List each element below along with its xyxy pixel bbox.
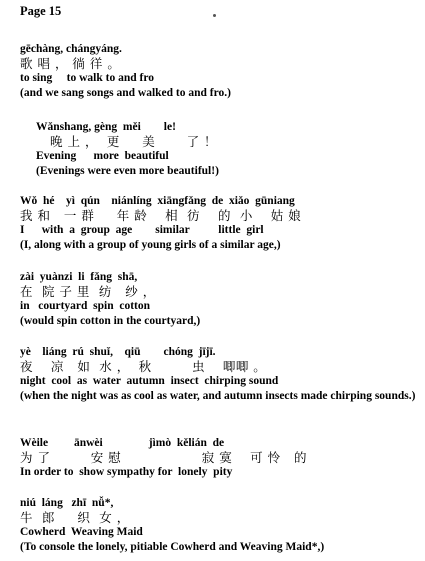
gloss-line: to sing to walk to and fro [20,72,154,84]
chinese-line: 夜 凉 如 水 ， 秋 虫 唧唧 。 [20,358,267,374]
gloss-line: night cool as water autumn insect chirping sound [20,375,279,387]
pinyin-line: zài yuànzi li fǎng shā, [20,271,138,283]
translation-line: (I, along with a group of young girls of a similar age,) [20,238,281,251]
pinyin-line: Wǎnshang, gèng měi le! [36,121,176,133]
chinese-line: 在 院 子 里 纺 纱 ， [20,283,156,299]
verse-block [20,345,420,403]
verse-block [20,496,420,554]
translation-line: (Evenings were even more beautiful!) [36,164,219,177]
verse-block [20,42,420,100]
gloss-line: Cowherd Weaving Maid [20,526,143,538]
gloss-line: Evening more beautiful [36,150,169,162]
page-number: Page 15 [20,4,62,18]
chinese-line: 牛 郎 织 女 ， [20,509,130,525]
gloss-line: in courtyard spin cotton [20,300,151,312]
translation-line: (To console the lonely, pitiable Cowherd and Weaving Maid*,) [20,540,325,553]
verse-block [20,270,420,328]
chinese-line: 我 和 一 群 年 龄 相 彷 的 小 姑 娘 [20,207,302,223]
gloss-line: In order to show sympathy for lonely pity [20,466,233,478]
pinyin-line: Wǒ hé yì qún niánlíng xiāngfǎng de xiǎo gūniang [20,195,295,207]
gloss-line: I with a group age similar little girl [20,224,264,236]
chinese-line: 歌 唱 ， 徜 徉 。 [20,55,121,71]
verse-block [20,436,420,480]
scan-speck [213,14,216,17]
pinyin-line: niú láng zhī nǚ*, [20,497,114,509]
pinyin-line: Wèile ānwèi jìmò kělián de [20,437,225,449]
verse-block [36,120,425,178]
pinyin-line: yè liáng rú shuǐ, qiū chóng jījī. [20,346,216,358]
verse-block [20,194,420,252]
translation-line: (would spin cotton in the courtyard,) [20,314,201,327]
translation-line: (when the night was as cool as water, and autumn insects made chirping sounds.) [20,389,416,402]
chinese-line: 为 了 安 慰 寂 寞 可 怜 的 [20,449,307,465]
chinese-line: 晚 上 ， 更 美 了 ！ [50,133,218,149]
translation-line: (and we sang songs and walked to and fro.) [20,86,231,99]
pinyin-line: gēchàng, chángyáng. [20,43,122,55]
